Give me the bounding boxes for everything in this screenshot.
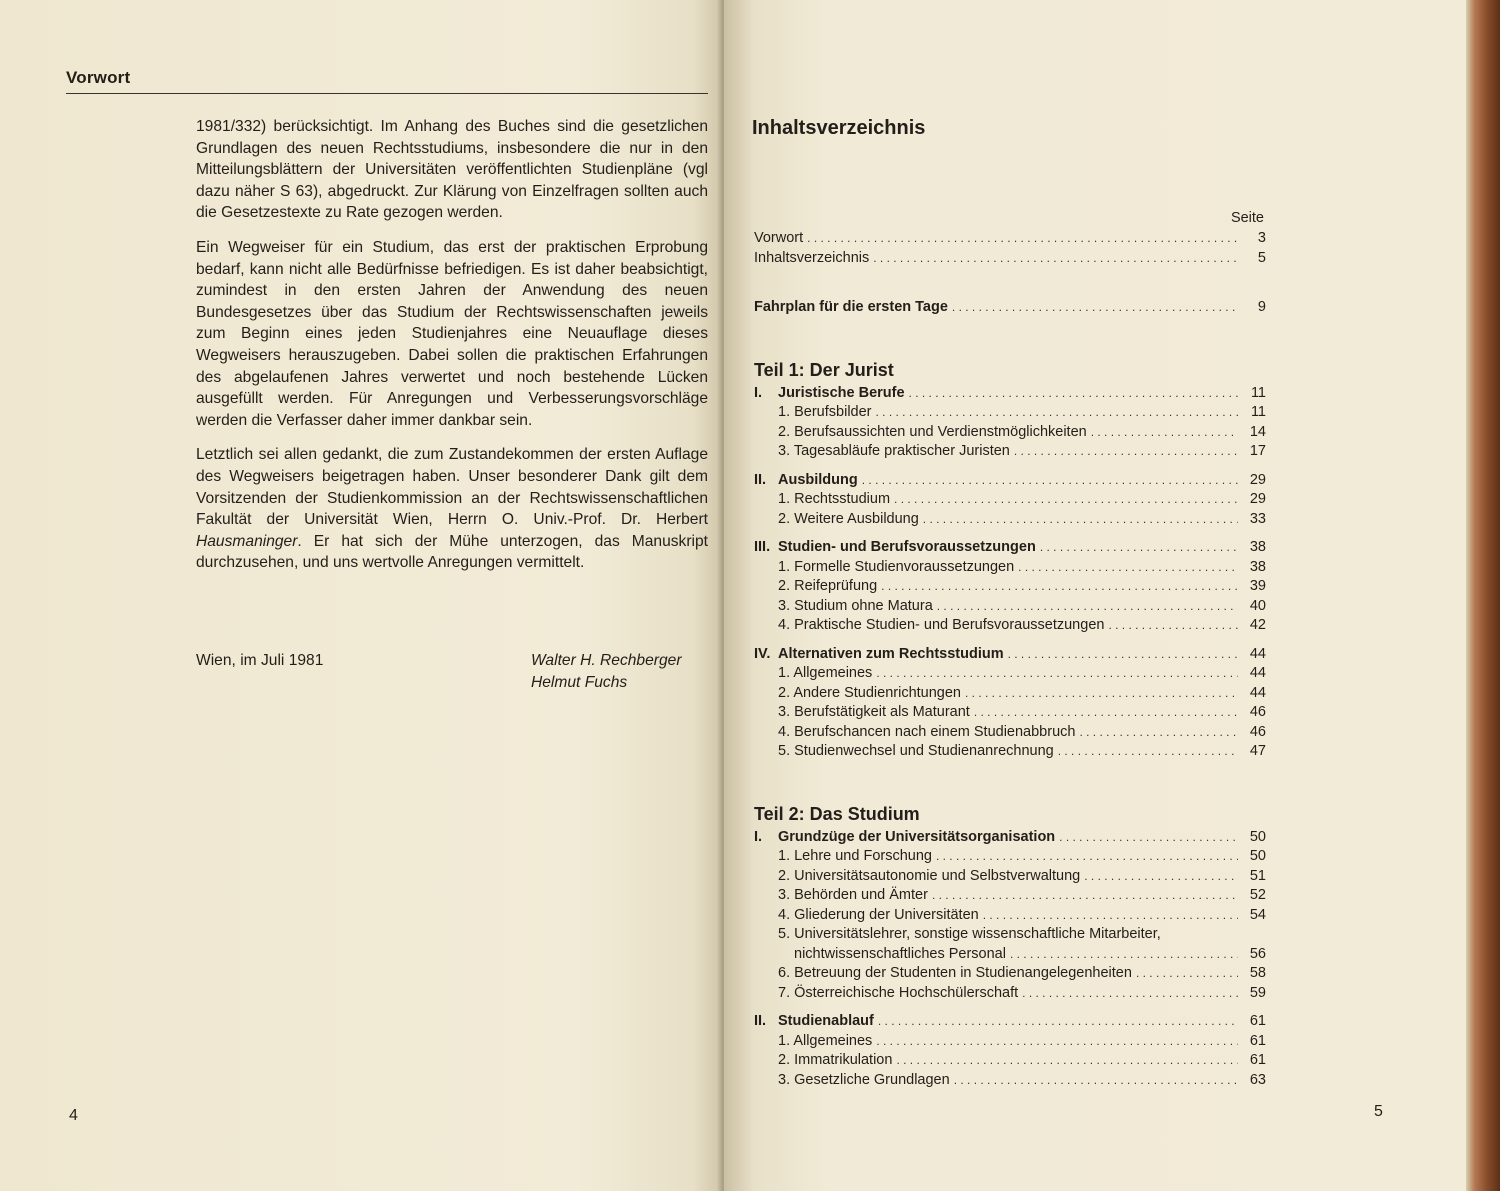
toc-label: Studienablauf — [778, 1013, 874, 1029]
toc-entry — [754, 443, 1266, 463]
toc-leader-dots — [1018, 560, 1238, 574]
toc-entry — [754, 1052, 1266, 1072]
toc-leader-dots — [974, 705, 1238, 719]
toc-entry — [754, 1013, 1266, 1033]
toc-page-number: 17 — [1249, 443, 1266, 459]
toc-page-number: 61 — [1249, 1032, 1266, 1049]
toc-entry — [754, 1072, 1266, 1092]
spacer — [754, 530, 1266, 539]
spacer — [754, 1004, 1266, 1013]
toc-entry — [754, 424, 1266, 444]
toc-page-number: 58 — [1249, 965, 1266, 981]
toc-page-number: 44 — [1249, 684, 1266, 701]
toc-leader-dots — [876, 666, 1238, 680]
toc-label: 4. Praktische Studien- und Berufsvoraussetzungen — [778, 617, 1105, 633]
toc-page-number: 11 — [1250, 404, 1266, 420]
toc-entry — [754, 617, 1266, 637]
toc-label: 1. Lehre und Forschung — [778, 848, 932, 864]
toc-page-number: 29 — [1249, 491, 1266, 507]
toc-label: 2. Andere Studienrichtungen — [778, 684, 961, 701]
toc-label: 3. Behörden und Ämter — [778, 887, 928, 903]
toc-entry — [754, 985, 1266, 1005]
toc-leader-dots — [878, 1014, 1238, 1028]
toc-leader-dots — [862, 473, 1238, 487]
toc-page-number: 46 — [1249, 723, 1266, 740]
toc-label: 1. Allgemeines — [778, 665, 873, 681]
toc-leader-dots — [983, 908, 1238, 922]
author-name: Helmut Fuchs — [531, 673, 628, 691]
toc-entry — [754, 926, 1266, 946]
toc-leader-dots — [965, 686, 1238, 700]
toc-page-number: 50 — [1249, 848, 1266, 864]
header-rule — [66, 93, 708, 94]
toc-leader-dots — [932, 888, 1238, 902]
toc-label: 5. Universitätslehrer, sonstige wissenschaftliche Mitarbeiter, — [778, 926, 1161, 942]
toc-page-number: 54 — [1249, 906, 1266, 923]
toc-entry — [754, 250, 1266, 270]
toc-section-number: I. — [754, 384, 763, 401]
page-header: Vorwort — [66, 68, 131, 87]
toc-leader-dots — [954, 1073, 1238, 1087]
toc-leader-dots — [936, 849, 1238, 863]
toc-label: 3. Berufstätigkeit als Maturant — [778, 704, 970, 720]
toc-entry — [754, 559, 1266, 579]
toc-label: 2. Universitätsautonomie und Selbstverwaltung — [778, 867, 1081, 884]
toc-leader-dots — [876, 405, 1239, 419]
toc-entry — [754, 385, 1266, 405]
toc-label: 1. Allgemeines — [778, 1032, 873, 1049]
page-number: 5 — [1374, 1103, 1383, 1120]
toc-entry — [754, 646, 1266, 666]
toc-label: 1. Rechtsstudium — [778, 491, 891, 507]
toc-page-number: 59 — [1249, 984, 1266, 1001]
table-of-contents — [754, 230, 1266, 1091]
toc-label: 2. Berufsaussichten und Verdienstmöglichkeiten — [778, 423, 1087, 440]
toc-page-number: 39 — [1249, 578, 1266, 594]
toc-page-number: 11 — [1250, 384, 1266, 401]
toc-page-number: 46 — [1249, 704, 1266, 720]
toc-entry — [754, 907, 1266, 927]
toc-entry — [754, 404, 1266, 424]
toc-label: nichtwissenschaftliches Personal — [794, 945, 1006, 962]
toc-entry — [754, 665, 1266, 685]
toc-page-number: 61 — [1249, 1013, 1266, 1029]
toc-entry — [754, 829, 1266, 849]
toc-page-number: 56 — [1249, 945, 1266, 962]
toc-leader-dots — [1058, 744, 1238, 758]
toc-page-number: 42 — [1249, 617, 1266, 633]
toc-leader-dots — [896, 1053, 1238, 1067]
toc-label: 7. Österreichische Hochschülerschaft — [778, 984, 1019, 1001]
toc-label: 1. Formelle Studienvoraussetzungen — [778, 558, 1015, 575]
paragraph: Letztlich sei allen gedankt, die zum Zustandekommen der ersten Auflage des Wegweisers beigetragen haben. Unser besonderer Dank gilt dem Vorsitzenden der Studienkommission an der Rechtswissenschaftlichen Fakultät der Universität Wien, Herrn O. Univ.-Prof. Dr. Herbert Hausmaninger. Er hat sich der Mühe unterzogen, das Manuskript durchzusehen, und uns wertvolle Anregungen vermittelt. — [196, 446, 708, 572]
paragraph: Ein Wegweiser für ein Studium, das erst der praktischen Erprobung bedarf, kann nicht alle Bedürfnisse befriedigen. Es ist daher beabsichtigt, zumindest in den ersten Jahren der Anwendung des neuen Bundesgesetzes über das Studium der Rechtswissenschaften jeweils zum Beginn eines jeden Studienjahres eine Neuauflage dieses Wegweisers herauszugeben. Dabei sollen die praktischen Erfahrungen des abgelaufenen Jahres verwertet und noch bestehende Lücken ausgefüllt werden. Für Anregungen und Verbesserungsvorschläge werden die Verfasser daher immer dankbar sein. — [196, 238, 708, 429]
toc-page-number: 51 — [1249, 867, 1266, 884]
toc-label: 4. Berufschancen nach einem Studienabbruch — [778, 723, 1076, 740]
toc-leader-dots — [1040, 540, 1238, 554]
toc-page-number: 33 — [1249, 510, 1266, 527]
toc-page-number: 38 — [1249, 539, 1266, 555]
toc-leader-dots — [1091, 425, 1238, 439]
toc-label: Fahrplan für die ersten Tage — [754, 299, 948, 315]
toc-label: 2. Immatrikulation — [778, 1052, 893, 1068]
italic-name: Hausmaninger — [196, 532, 298, 550]
spacer — [754, 637, 1266, 646]
spacer — [754, 269, 1266, 299]
toc-leader-dots — [937, 599, 1238, 613]
toc-entry — [754, 868, 1266, 888]
toc-label: 5. Studienwechsel und Studienanrechnung — [778, 743, 1054, 759]
toc-leader-dots — [1059, 830, 1238, 844]
toc-leader-dots — [876, 1034, 1238, 1048]
toc-leader-dots — [909, 386, 1238, 400]
toc-page-number: 9 — [1257, 299, 1266, 315]
left-page — [0, 0, 722, 1191]
author-name: Walter H. Rechberger — [531, 652, 682, 669]
preface-text — [196, 116, 708, 587]
toc-page-number: 50 — [1249, 828, 1266, 845]
toc-label: Inhaltsverzeichnis — [754, 249, 870, 266]
toc-label: 2. Reifeprüfung — [778, 578, 878, 594]
toc-label: 6. Betreuung der Studenten in Studienangelegenheiten — [778, 965, 1132, 981]
toc-title: Inhaltsverzeichnis — [752, 117, 926, 139]
toc-entry — [754, 511, 1266, 531]
toc-leader-dots — [1022, 986, 1238, 1000]
toc-page-number: 52 — [1249, 887, 1266, 903]
toc-leader-dots — [807, 231, 1238, 245]
toc-entry — [754, 491, 1266, 511]
toc-entry — [754, 946, 1266, 966]
toc-page-number: 61 — [1249, 1052, 1266, 1068]
toc-leader-dots — [894, 492, 1238, 506]
toc-page-number: 3 — [1257, 230, 1266, 246]
toc-leader-dots — [923, 512, 1238, 526]
toc-label: 3. Tagesabläufe praktischer Juristen — [778, 443, 1010, 459]
toc-page-number: 47 — [1249, 743, 1266, 759]
toc-leader-dots — [1014, 444, 1238, 458]
toc-entry — [754, 598, 1266, 618]
place-date: Wien, im Juli 1981 — [196, 652, 324, 669]
page-edges — [1466, 0, 1500, 1191]
toc-entry — [754, 887, 1266, 907]
toc-label: 2. Weitere Ausbildung — [778, 510, 919, 527]
toc-entry — [754, 685, 1266, 705]
toc-entry — [754, 539, 1266, 559]
spacer — [754, 763, 1266, 793]
toc-page-number: 5 — [1257, 249, 1266, 266]
right-page — [724, 0, 1472, 1191]
toc-page-number: 14 — [1249, 423, 1266, 440]
toc-leader-dots — [1010, 947, 1238, 961]
paragraph: 1981/332) berücksichtigt. Im Anhang des Buches sind die gesetzlichen Grundlagen des neuen Rechtsstudiums, insbesondere die nur in den Mitteilungsblättern der Universitäten veröffentlichten Studienpläne (vgl dazu näher S 63), abgedruckt. Zur Klärung von Einzelfragen sollten auch die Gesetzestexte zu Rate gezogen werden. — [196, 118, 708, 222]
toc-leader-dots — [952, 300, 1238, 314]
toc-label: Grundzüge der Universitätsorganisation — [778, 828, 1056, 845]
toc-section-number: II. — [754, 1013, 767, 1029]
toc-leader-dots — [1108, 618, 1238, 632]
toc-entry — [754, 848, 1266, 868]
toc-entry — [754, 230, 1266, 250]
part-title: Teil 2: Das Studium — [754, 803, 920, 824]
toc-label: Vorwort — [754, 230, 804, 246]
authors — [531, 650, 682, 693]
toc-leader-dots — [1136, 966, 1238, 980]
toc-entry — [754, 965, 1266, 985]
toc-leader-dots — [1084, 869, 1238, 883]
toc-entry — [754, 578, 1266, 598]
toc-label: 3. Studium ohne Matura — [778, 597, 933, 614]
toc-section-number: III. — [754, 539, 771, 555]
toc-page-number: 44 — [1249, 665, 1266, 681]
toc-label: Ausbildung — [778, 471, 858, 488]
toc-page-number: 40 — [1249, 597, 1266, 614]
toc-entry — [754, 724, 1266, 744]
toc-entry — [754, 743, 1266, 763]
toc-leader-dots — [1079, 725, 1238, 739]
toc-entry — [754, 472, 1266, 492]
toc-label: 4. Gliederung der Universitäten — [778, 906, 979, 923]
toc-label: 1. Berufsbilder — [778, 404, 872, 420]
toc-leader-dots — [873, 251, 1238, 265]
toc-page-number: 29 — [1249, 471, 1266, 488]
spacer — [754, 319, 1266, 349]
toc-entry — [754, 299, 1266, 319]
toc-leader-dots — [1008, 647, 1238, 661]
part-title: Teil 1: Der Jurist — [754, 359, 894, 380]
toc-section-number: I. — [754, 828, 763, 845]
toc-label: Juristische Berufe — [778, 384, 905, 401]
toc-entry — [754, 1033, 1266, 1053]
spacer — [754, 463, 1266, 472]
toc-leader-dots — [881, 579, 1238, 593]
toc-label: Studien- und Berufsvoraussetzungen — [778, 539, 1036, 555]
toc-section-number: IV. — [754, 645, 771, 662]
toc-page-number: 38 — [1249, 558, 1266, 575]
toc-page-number: 44 — [1249, 645, 1266, 662]
page-number: 4 — [69, 1107, 78, 1124]
toc-label: 3. Gesetzliche Grundlagen — [778, 1071, 950, 1088]
toc-entry — [754, 704, 1266, 724]
seite-label: Seite — [1230, 210, 1264, 226]
toc-section-number: II. — [754, 471, 767, 488]
toc-page-number: 63 — [1249, 1071, 1266, 1088]
toc-label: Alternativen zum Rechtsstudium — [778, 645, 1004, 662]
